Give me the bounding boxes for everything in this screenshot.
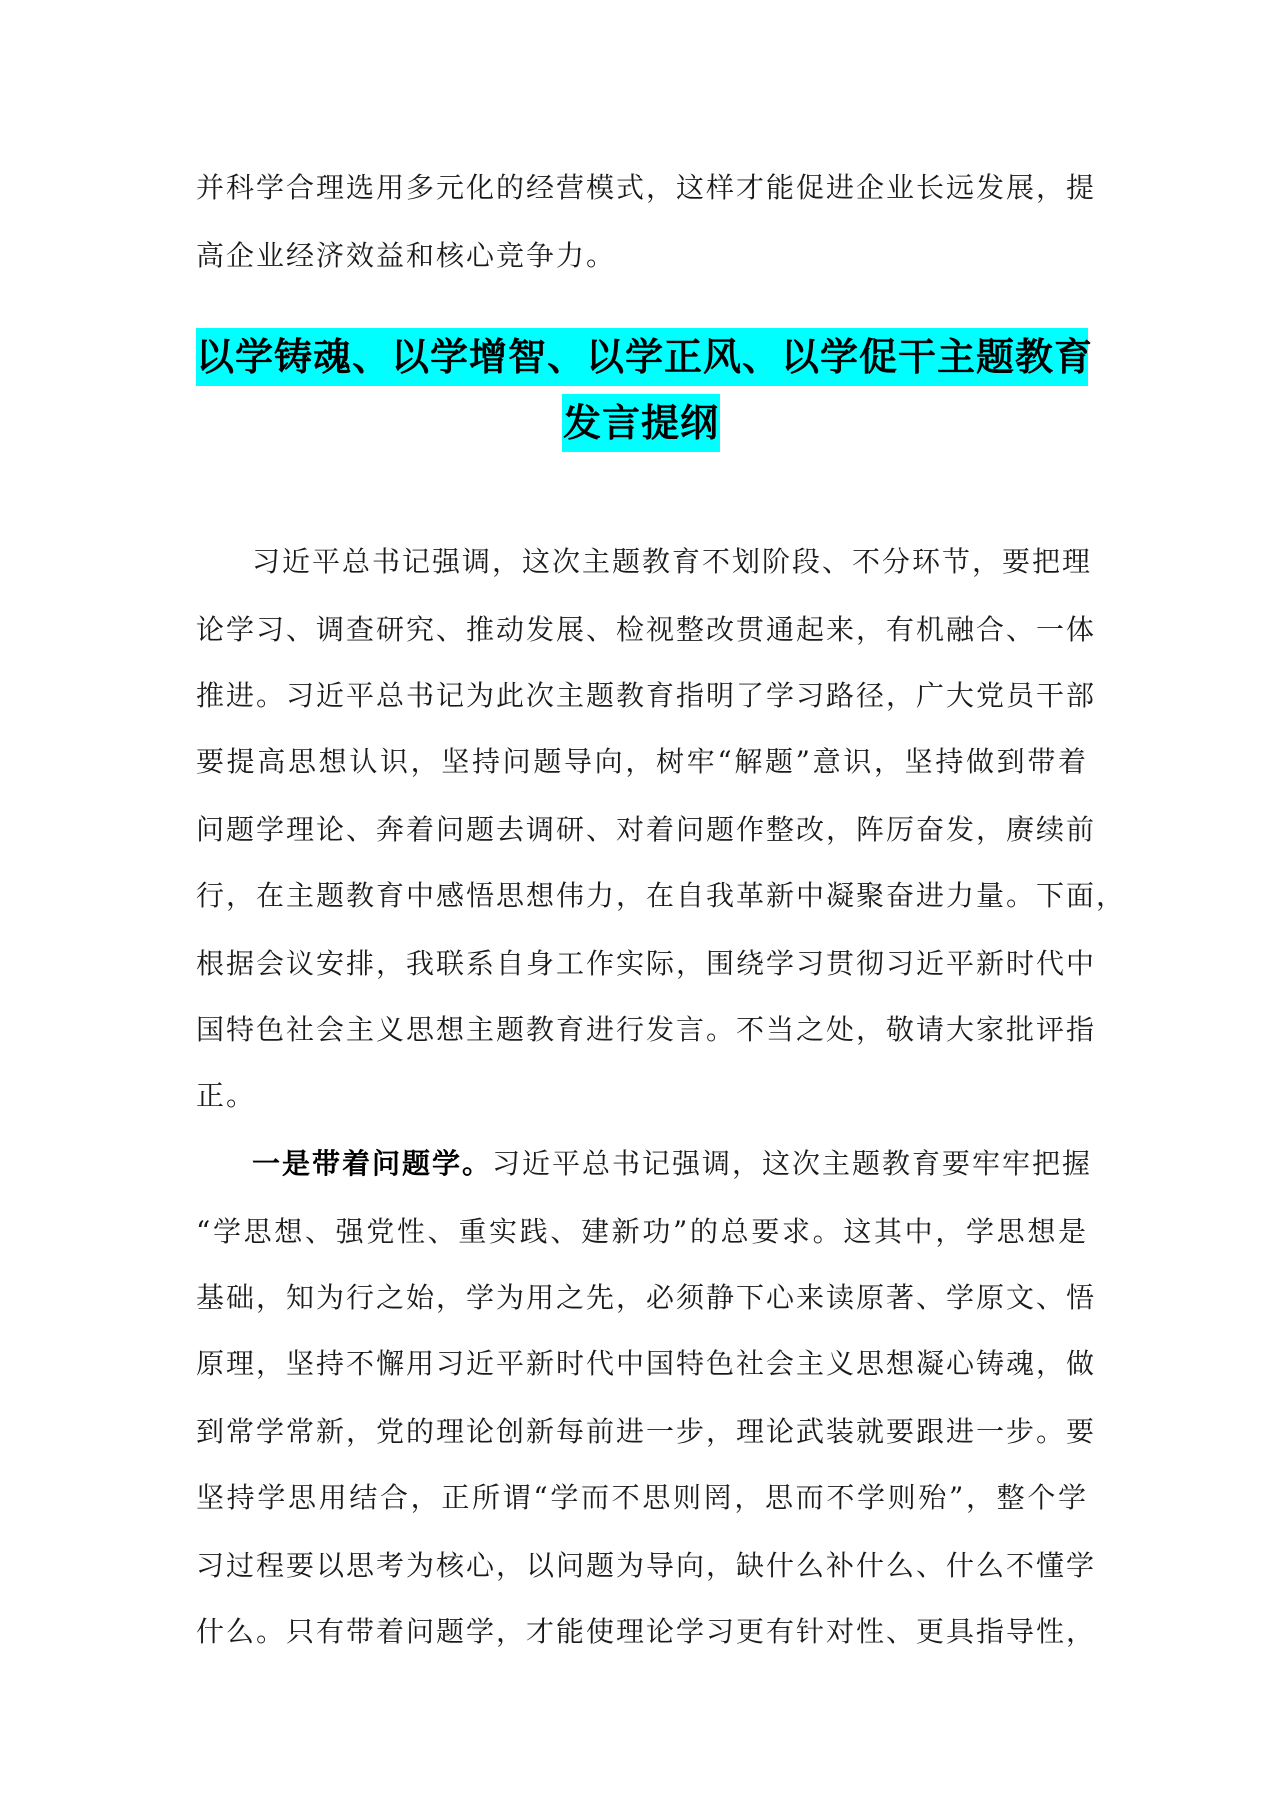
section1-line-8: 什么。只有带着问题学，才能使理论学习更有针对性、更具指导性， bbox=[196, 1615, 1097, 1648]
section1-line-6: 坚持学思用结合，正所谓“学而不思则罔，思而不学则殆”，整个学 bbox=[196, 1481, 1088, 1514]
paragraph1-line-6: 行，在主题教育中感悟思想伟力，在自我革新中凝聚奋进力量。下面， bbox=[196, 879, 1127, 912]
intro-line-2: 高企业经济效益和核心竞争力。 bbox=[196, 239, 617, 272]
section1-heading: 一是带着问题学。 bbox=[252, 1147, 493, 1180]
intro-line-1: 并科学合理选用多元化的经营模式，这样才能促进企业长远发展，提 bbox=[196, 171, 1097, 204]
section1-first-line-rest: 习近平总书记强调，这次主题教育要牢牢把握 bbox=[492, 1147, 1093, 1180]
section1-line-7: 习过程要以思考为核心，以问题为导向，缺什么补什么、什么不懂学 bbox=[196, 1549, 1097, 1582]
paragraph1-line-9: 正。 bbox=[196, 1079, 257, 1112]
paragraph1-line-5: 问题学理论、奔着问题去调研、对着问题作整改，阵厉奋发，赓续前 bbox=[196, 813, 1097, 846]
title-line-1: 以学铸魂、以学增智、以学正风、以学促干主题教育 bbox=[196, 328, 1088, 386]
paragraph1-line-8: 国特色社会主义思想主题教育进行发言。不当之处，敬请大家批评指 bbox=[196, 1013, 1097, 1046]
paragraph1-line-1: 习近平总书记强调，这次主题教育不划阶段、不分环节，要把理 bbox=[252, 545, 1093, 578]
paragraph1-line-3: 推进。习近平总书记为此次主题教育指明了学习路径，广大党员干部 bbox=[196, 679, 1097, 712]
section1-line-5: 到常学常新，党的理论创新每前进一步，理论武装就要跟进一步。要 bbox=[196, 1415, 1097, 1448]
title-line-2: 发言提纲 bbox=[562, 394, 720, 452]
section1-line-3: 基础，知为行之始，学为用之先，必须静下心来读原著、学原文、悟 bbox=[196, 1281, 1097, 1314]
section1-line-2: “学思想、强党性、重实践、建新功”的总要求。这其中，学思想是 bbox=[196, 1215, 1088, 1248]
paragraph1-line-2: 论学习、调查研究、推动发展、检视整改贯通起来，有机融合、一体 bbox=[196, 613, 1097, 646]
paragraph1-line-7: 根据会议安排，我联系自身工作实际，围绕学习贯彻习近平新时代中 bbox=[196, 947, 1097, 980]
paragraph1-line-4: 要提高思想认识，坚持问题导向，树牢“解题”意识，坚持做到带着 bbox=[196, 745, 1088, 778]
section1-first-line bbox=[252, 1142, 1093, 1186]
section1-line-4: 原理，坚持不懈用习近平新时代中国特色社会主义思想凝心铸魂，做 bbox=[196, 1347, 1097, 1380]
